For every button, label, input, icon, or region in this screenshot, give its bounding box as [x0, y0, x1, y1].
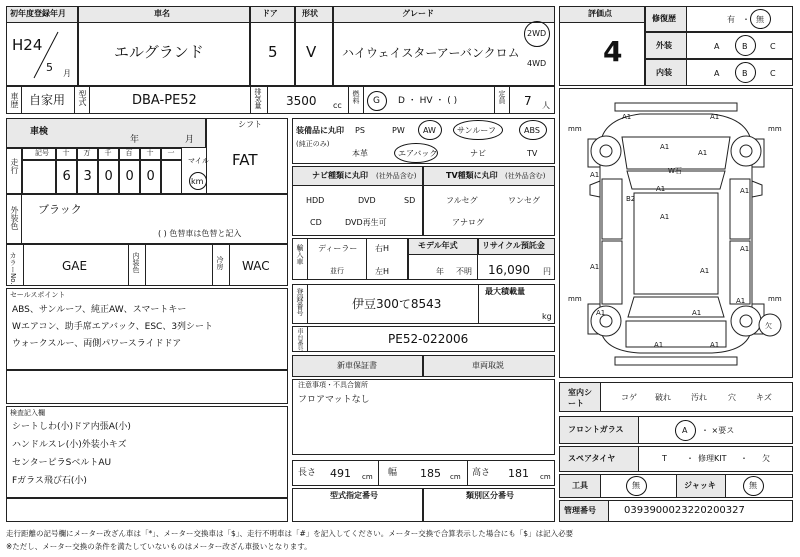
selling-points-blank [6, 370, 288, 404]
exterior-label: 外装色 [10, 206, 19, 230]
repair-dot: ・ [742, 15, 750, 24]
interior-grade-c: C [770, 69, 776, 78]
interior-score-label: 内装 [656, 68, 672, 77]
door-label: ドア [262, 9, 278, 18]
jack-value: 無 [749, 481, 757, 490]
interior-color-label: 内装色 [132, 252, 140, 273]
mileage-label: 走行 [10, 158, 19, 174]
year-slash [30, 30, 60, 80]
selling-points-label: セールスポイント [10, 291, 66, 299]
inspection-note-line: センターピラSベルトAU [12, 458, 112, 468]
damage-mark: A1 [654, 341, 664, 349]
equipment-item: ナビ [470, 149, 486, 158]
repair-yes: 有 [727, 15, 735, 24]
recycle-label: リサイクル預託金 [482, 241, 545, 250]
eval-label: 評価点 [588, 9, 612, 18]
mileage-digit-cell [22, 160, 56, 194]
width-unit: cm [450, 473, 461, 481]
mileage-digit: 0 [125, 169, 134, 184]
length-label: 長さ [298, 468, 317, 478]
mileage-digit: 6 [62, 169, 71, 184]
shape-value: V [306, 43, 317, 61]
damage-mark: A1 [736, 297, 746, 305]
tools-label: 工具 [572, 481, 588, 490]
model-year-unit: 年 [436, 267, 444, 276]
equipment-item: TV [527, 149, 538, 158]
notes-label: 注意事項・不具合箇所 [298, 381, 368, 389]
seat-item: キズ [756, 393, 772, 402]
equipment-item: サンルーフ [457, 126, 496, 135]
equipment-sublabel: (純正のみ) [296, 140, 330, 148]
exterior-note: ( ) 色替車は色替と記入 [158, 229, 242, 238]
mgmt-label: 管理番号 [564, 506, 596, 515]
model-year-label: モデル年式 [418, 241, 458, 250]
mileage-header: 十 [62, 149, 70, 157]
length-unit: cm [362, 473, 373, 481]
footer-line-1: 走行距離の記号欄にメーター改ざん車は「*」、メーター交換車は「$」、走行不明車は「#」を記入してください。メーター交換で合算表示した場合にも「$」は記入必要 [6, 529, 574, 538]
capacity-label: 定員 [498, 90, 506, 104]
mile-label: マイル [188, 157, 209, 165]
spare-item: 修理KIT [698, 454, 727, 463]
damage-mark: A1 [590, 171, 600, 179]
front-glass-label: フロントガラス [568, 425, 624, 434]
damage-mark: A1 [660, 143, 670, 151]
import-left-h: 左H [375, 267, 390, 276]
seat-item: 破れ [655, 393, 671, 402]
spare-item: ・ [686, 454, 694, 463]
inspection-year-unit: 年 [130, 135, 140, 145]
height-unit: cm [540, 473, 551, 481]
damage-mark: A1 [698, 149, 708, 157]
mm-label: mm [768, 125, 782, 133]
nav-item: DVD再生可 [345, 218, 387, 227]
shape-label: 形状 [302, 9, 318, 18]
nav-label: ナビ種類に丸印 [312, 171, 368, 180]
tv-item: アナログ [452, 218, 484, 227]
damage-mark: B2 [626, 195, 636, 203]
seat-item: コゲ [621, 393, 637, 402]
mileage-digit: 0 [104, 169, 113, 184]
mileage-header: 記号 [35, 149, 49, 157]
chassis-label: 車台番号 [296, 328, 303, 352]
year-label: 初年度登録年月 [10, 9, 66, 18]
new-car-warranty: 新車保証書 [337, 361, 377, 370]
recycle-unit: 円 [543, 267, 551, 276]
spare-item: T [662, 454, 667, 463]
model-label: 型式 [78, 90, 87, 106]
car-name-value: エルグランド [114, 43, 204, 61]
car-name-label: 車名 [154, 9, 170, 18]
grade-value: ハイウェイスターアーバンクロム [342, 46, 520, 60]
mileage-header: 千 [104, 149, 112, 157]
mileage-digit: 3 [83, 169, 92, 184]
mgmt-value: 0393900023220200327 [624, 505, 745, 516]
grade-header [333, 6, 555, 23]
exterior-grade-b: B [742, 42, 748, 51]
damage-mark: A1 [692, 309, 702, 317]
seat-item: 汚れ [691, 393, 707, 402]
colorno-value: GAE [62, 259, 88, 273]
mm-label: mm [768, 295, 782, 303]
dim-divider [467, 460, 468, 486]
notes-block [292, 379, 555, 455]
door-value: 5 [268, 43, 278, 61]
equipment-item: AW [423, 126, 436, 135]
equipment-item: ABS [524, 126, 540, 135]
repair-no: 無 [756, 15, 764, 24]
equipment-item: 本革 [352, 149, 368, 158]
front-glass-a: A [682, 426, 688, 435]
width-label: 幅 [388, 468, 398, 478]
chassis-value: PE52-022006 [388, 332, 469, 346]
interior-seat-label: 室内シート [568, 388, 592, 408]
capacity-value: 7 [524, 94, 532, 108]
jack-label: ジャッキ [684, 481, 716, 490]
nav-item: HDD [306, 196, 325, 205]
vehicle-manual: 車両取説 [472, 361, 504, 370]
nav-sub: (社外品含む) [376, 172, 417, 180]
import-label: 輸入車 [296, 244, 304, 265]
inspection-note-line: ハンドルスレ(小)外装小キズ [12, 440, 127, 450]
exterior-grade-a: A [714, 42, 720, 51]
ac-value: WAC [242, 259, 270, 273]
nav-item: DVD [358, 196, 376, 205]
import-parallel: 並行 [330, 267, 344, 275]
inspection-notes-label: 検査記入欄 [10, 409, 45, 417]
inspection-label: 車検 [30, 127, 49, 137]
usage-label: 車歴 [10, 92, 19, 108]
front-glass-rest: ・ ×要ス [701, 426, 735, 435]
damage-mark: A1 [740, 245, 750, 253]
damage-mark: A1 [590, 263, 600, 271]
inspection-note-line: シートしわ(小)ドア内張A(小) [12, 422, 131, 432]
equipment-item: PS [355, 126, 365, 135]
damage-mark: A1 [596, 309, 606, 317]
exterior-grade-c: C [770, 42, 776, 51]
tv-item: ワンセグ [508, 196, 540, 205]
year-value: H24 [12, 36, 43, 54]
height-value: 181 [508, 467, 529, 480]
displacement-value: 3500 [286, 94, 317, 108]
damage-mark: A1 [656, 185, 666, 193]
model-designation-label: 型式指定番号 [330, 491, 378, 500]
interior-grade-b: B [742, 69, 748, 78]
damage-mark: A1 [740, 187, 750, 195]
fuel-label: 燃料 [352, 90, 360, 104]
max-load-kg: kg [542, 312, 552, 321]
interior-grade-a: A [714, 69, 720, 78]
height-label: 高さ [472, 468, 491, 478]
footer-line-2: ※ただし、メーター交換の条件を満たしていないものはメーター改ざん車扱いとなります。 [6, 542, 312, 551]
tools-value: 無 [632, 481, 640, 490]
car-diagram [560, 89, 792, 377]
import-right-h: 右H [375, 244, 390, 253]
mileage-header: 十 [146, 149, 154, 157]
eval-cell [559, 6, 645, 86]
windshield-note: W石 [668, 167, 682, 175]
inspection-note-line: Fガラス飛び石(小) [12, 476, 87, 486]
shift-label: シフト [238, 120, 262, 129]
fuel-others: D ・ HV ・ ( ) [398, 96, 458, 106]
dim-divider [378, 460, 379, 486]
mileage-grid [22, 148, 182, 194]
selling-point-line: ウォークスルー、両側パワースライドドア [12, 339, 182, 349]
damage-mark: A1 [622, 113, 632, 121]
damage-mark: A1 [710, 113, 720, 121]
ac-label: 冷房 [216, 256, 224, 270]
mm-label: mm [568, 295, 582, 303]
km-label: km [191, 177, 204, 186]
displacement-unit: cc [333, 101, 342, 110]
spare-item: 欠 [762, 454, 770, 463]
spare-label: スペアタイヤ [568, 454, 616, 463]
exterior-color-value: ブラック [38, 203, 82, 216]
exterior-block [6, 194, 288, 244]
mileage-header: 一 [167, 149, 175, 157]
inspection-month-unit: 月 [185, 135, 195, 145]
tv-label: TV種類に丸印 [446, 171, 498, 180]
inspection-notes-blank [6, 498, 288, 522]
displacement-label: 排気量 [254, 88, 262, 109]
equipment-label: 装備品に丸印 [296, 126, 344, 135]
mileage-digit-cell [161, 160, 182, 194]
spare-item: ・ [740, 454, 748, 463]
mileage-header: 百 [125, 149, 133, 157]
usage-value: 自家用 [29, 93, 66, 107]
seat-item: 穴 [728, 393, 736, 402]
max-load-label: 最大積載量 [485, 287, 525, 296]
import-dealer: ディーラー [318, 244, 358, 253]
usage-label-cell [6, 86, 22, 114]
mm-label: mm [568, 125, 582, 133]
month-unit: 月 [63, 69, 71, 78]
nav-item: CD [310, 218, 322, 227]
eval-value: 4 [603, 35, 623, 68]
shift-value: FAT [232, 151, 258, 169]
length-value: 491 [330, 467, 351, 480]
equipment-item: エアバック [398, 149, 438, 158]
repair-label: 修復歴 [652, 14, 676, 23]
grade-label: グレード [402, 9, 434, 18]
selling-point-line: Wエアコン、助手席エアバック、ESC、3列シート [12, 322, 214, 332]
recycle-value: 16,090 [488, 263, 530, 277]
tv-sub: (社外品含む) [505, 172, 546, 180]
mileage-header: 万 [83, 149, 91, 157]
model-year-unknown: 不明 [456, 267, 472, 276]
nav-item: SD [404, 196, 416, 205]
fuel-g: G [373, 96, 380, 106]
month-value: 5 [46, 61, 53, 74]
selling-point-line: ABS、サンルーフ、純正AW、スマートキー [12, 305, 187, 315]
equipment-item: PW [392, 126, 405, 135]
model-value: DBA-PE52 [132, 93, 197, 108]
registration-label: 登録番号 [296, 288, 304, 316]
drive-2wd: 2WD [527, 29, 547, 38]
registration-value: 伊豆300て8543 [352, 297, 442, 311]
missing-mark: 欠 [765, 322, 772, 330]
width-value: 185 [420, 467, 441, 480]
damage-mark: A1 [660, 213, 670, 221]
colorno-label: カラーNo. [9, 252, 17, 285]
capacity-unit: 人 [542, 101, 550, 110]
exterior-score-label: 外装 [656, 41, 672, 50]
tv-item: フルセグ [446, 196, 478, 205]
notes-value: フロアマットなし [298, 395, 370, 405]
class-designation-label: 類別区分番号 [466, 491, 514, 500]
drive-4wd: 4WD [527, 59, 547, 68]
mileage-digit: 0 [146, 169, 155, 184]
damage-mark: A1 [700, 267, 710, 275]
damage-mark: A1 [710, 341, 720, 349]
